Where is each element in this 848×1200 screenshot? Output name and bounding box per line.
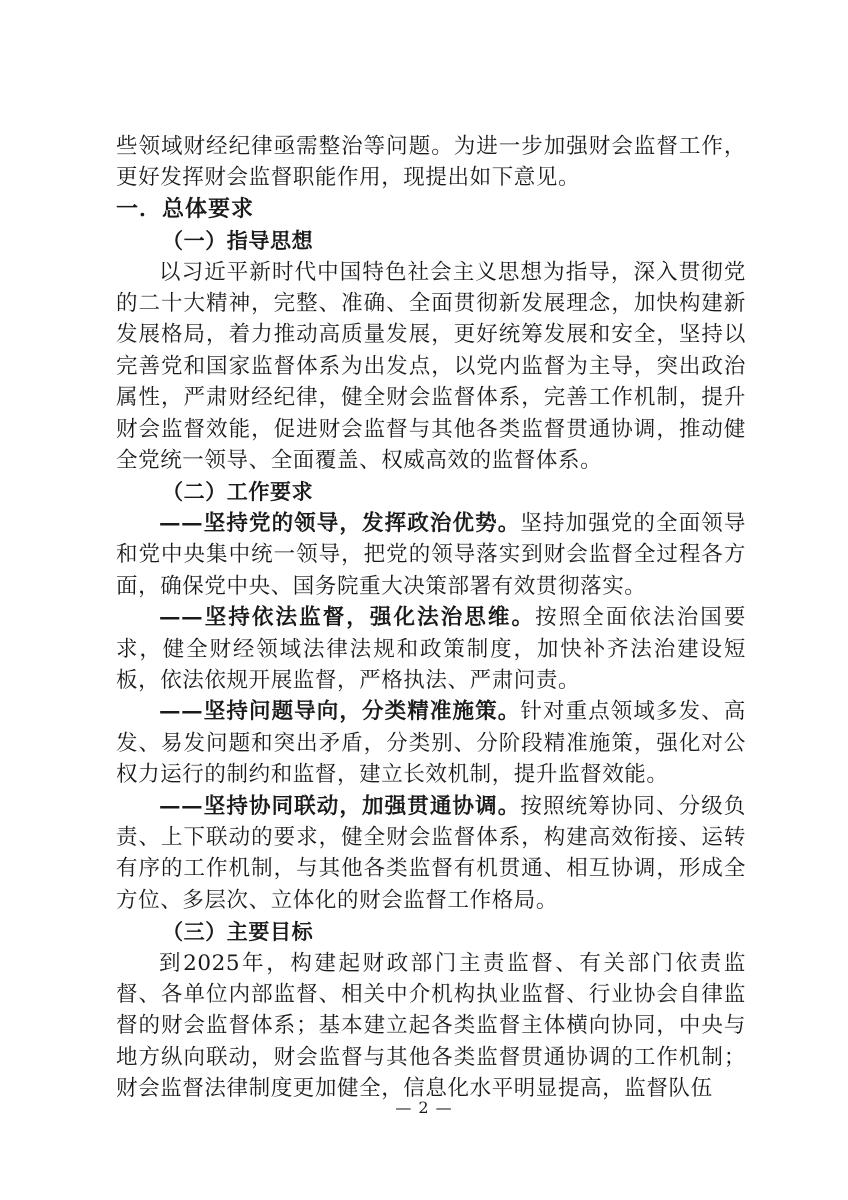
main-goals-paragraph: 到2025年，构建起财政部门主责监督、有关部门依责监督、各单位内部监督、相关中介机构执业监督、行业协会自律监督的财会监督体系；基本建立起各类监督主体横向协同，中央与地方纵向联动，财会监督与其他各类监督贯通协调的工作机制；财会监督法律制度更加健全，信息化水平明显提高，监督队伍 <box>116 950 746 1102</box>
requirement-lead: ——坚持党的领导，发挥政治优势。 <box>159 510 521 536</box>
requirement-text: 针对重点领域多发、高发、易发问题和突出矛盾，分类别、分阶段精准施策，强化对公权力运行的制约和监督，建立长效机制，提升监督效能。 <box>116 699 746 788</box>
requirement-item <box>116 508 746 602</box>
requirement-text: 按照统筹协同、分级负责、上下联动的要求，健全财会监督体系，构建高效衔接、运转有序的工作机制，与其他各类监督有机贯通、相互协调，形成全方位、多层次、立体化的财会监督工作格局。 <box>116 793 746 913</box>
requirement-text: 坚持加强党的全面领导和党中央集中统一领导，把党的领导落实到财会监督全过程各方面，确保党中央、国务院重大决策部署有效贯彻落实。 <box>116 510 746 599</box>
document-body <box>116 131 746 1105</box>
requirement-item <box>116 602 746 696</box>
subsection-heading-guiding-ideology: （一）指导思想 <box>162 228 314 254</box>
requirement-item <box>116 696 746 790</box>
requirement-item <box>116 791 746 917</box>
section-title: 一．总体要求 <box>116 196 255 222</box>
subsection-heading-main-goals: （三）主要目标 <box>162 919 314 945</box>
requirement-text: 按照全面依法治国要求，健全财经领域法律法规和政策制度，加快补齐法治建设短板，依法依规开展监督，严格执法、严肃问责。 <box>116 605 746 693</box>
intro-paragraph: 些领域财经纪律亟需整治等问题。为进一步加强财会监督工作，更好发挥财会监督职能作用，现提出如下意见。 <box>116 134 746 191</box>
guiding-ideology-paragraph: 以习近平新时代中国特色社会主义思想为指导，深入贯彻党的二十大精神，完整、准确、全面贯彻新发展理念，加快构建新发展格局，着力推动高质量发展，更好统筹发展和安全，坚持以完善党和国家监督体系为出发点，以党内监督为主导，突出政治属性，严肃财经纪律，健全财会监督体系，完善工作机制，提升财会监督效能，促进财会监督与其他各类监督贯通协调，推动健全党统一领导、全面覆盖、权威高效的监督体系。 <box>116 259 746 474</box>
requirement-lead: ——坚持问题导向，分类精准施策。 <box>159 699 521 725</box>
requirement-lead: ——坚持依法监督，强化法治思维。 <box>159 605 536 631</box>
page-number: — 2 — <box>395 1098 453 1117</box>
requirement-lead: ——坚持协同联动，加强贯通协调。 <box>159 793 521 819</box>
subsection-heading-work-requirements: （二）工作要求 <box>162 479 314 505</box>
